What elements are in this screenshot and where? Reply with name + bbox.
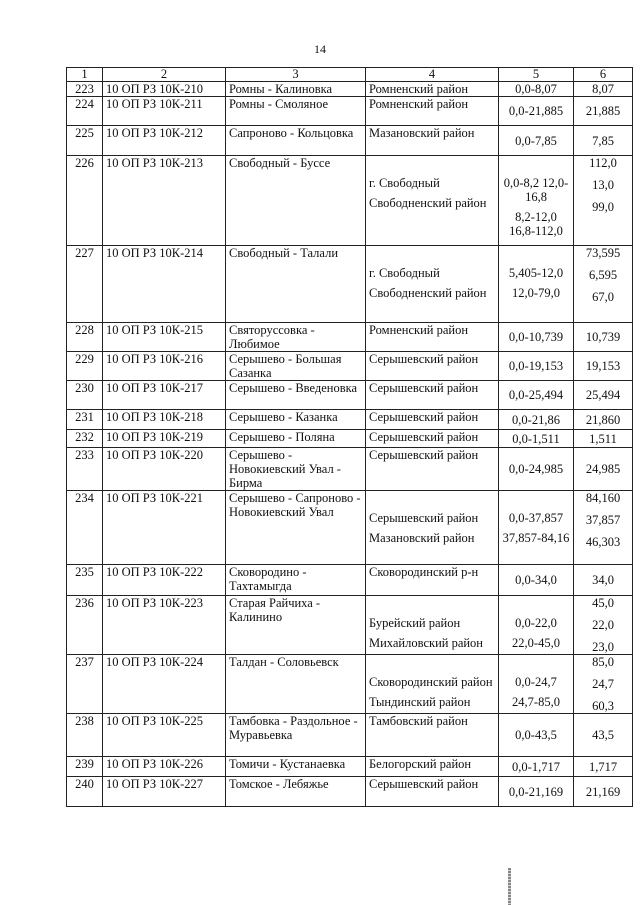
cell-text: Серышево - Сапроново - Новокиевский Увал [229, 491, 361, 519]
road-name [226, 246, 366, 323]
km-range [499, 430, 574, 448]
km-range [499, 655, 574, 714]
cell-text: 0,0-34,0 [515, 573, 557, 587]
cell-text: 10 ОП РЗ 10К-214 [106, 246, 204, 260]
district [366, 491, 499, 565]
cell-text: 0,0-43,5 [515, 728, 557, 742]
cell-text: Томичи - Кустанаевка [229, 757, 346, 771]
district [366, 323, 499, 352]
cell-text: Святоруссовка - Любимое [229, 323, 315, 351]
table-row [67, 352, 633, 381]
table-row [67, 777, 633, 807]
road-code [103, 565, 226, 596]
cell-text: 25,494 [585, 388, 621, 402]
length-km [574, 777, 633, 807]
cell-text: г. Свободный [369, 266, 440, 280]
row-number [67, 82, 103, 97]
row-number [67, 757, 103, 777]
district [366, 596, 499, 655]
cell-text: 0,0-22,0 [515, 616, 557, 630]
cell-text: Свободненский район [369, 286, 487, 300]
cell-text: 21,169 [585, 784, 621, 799]
cell-text: 21,885 [585, 104, 621, 118]
road-code [103, 448, 226, 491]
length-km [574, 430, 633, 448]
cell-text: 0,0-25,494 [508, 388, 564, 402]
cell-text: 0,0-24,7 [515, 675, 557, 689]
cell-text: Серышевский район [369, 777, 479, 791]
cell-text: Томское - Лебяжье [229, 777, 329, 791]
road-code [103, 352, 226, 381]
cell-text: Свободный - Буссе [229, 156, 331, 170]
road-name [226, 655, 366, 714]
road-name [226, 596, 366, 655]
cell-text: 0,0-8,2 12,0-16,8 [503, 176, 569, 204]
row-number [67, 352, 103, 381]
cell-text: 238 [75, 714, 94, 728]
table-row [67, 82, 633, 97]
cell-text: 0,0-21,86 [512, 412, 560, 427]
cell-text: Свободненский район [369, 196, 487, 210]
district [366, 410, 499, 430]
cell-text: Ромны - Смоляное [229, 97, 329, 111]
road-name [226, 82, 366, 97]
cell-text: 10 ОП РЗ 10К-219 [106, 430, 204, 444]
table-row [67, 714, 633, 757]
cell-text [369, 655, 495, 669]
cell-text: Старая Райчиха - Калинино [229, 596, 321, 624]
cell-text: 0,0-1,511 [512, 431, 560, 446]
district [366, 430, 499, 448]
road-name [226, 714, 366, 757]
cell-text [502, 246, 570, 260]
road-code [103, 491, 226, 565]
cell-text: 10 ОП РЗ 10К-222 [106, 565, 204, 579]
cell-text: 37,857 [585, 513, 621, 527]
scan-artifact [508, 868, 511, 905]
cell-text: Мазановский район [369, 531, 475, 545]
length-km [574, 352, 633, 381]
road-name [226, 565, 366, 596]
cell-text: 10 ОП РЗ 10К-217 [106, 381, 204, 395]
length-km [574, 448, 633, 491]
length-km [574, 323, 633, 352]
district [366, 97, 499, 126]
cell-text: Серышевский район [369, 352, 479, 366]
col-header: 4 [366, 68, 499, 82]
table-row [67, 757, 633, 777]
row-number [67, 410, 103, 430]
road-name [226, 381, 366, 410]
cell-text: Серышевский район [369, 448, 479, 462]
length-km [574, 246, 633, 323]
row-number [67, 246, 103, 323]
road-name [226, 491, 366, 565]
cell-text: 24,7 [592, 677, 614, 691]
km-range [499, 757, 574, 777]
cell-text: 73,595 [585, 246, 621, 260]
table-row [67, 97, 633, 126]
cell-text: 60,3 [592, 699, 614, 713]
cell-text: Серышевский район [369, 430, 479, 444]
cell-text: 10 ОП РЗ 10К-221 [106, 491, 204, 505]
cell-text: Серышево - Новокиевский Увал - Бирма [229, 448, 341, 490]
road-name [226, 352, 366, 381]
cell-text: Мазановский район [369, 126, 475, 140]
cell-text [369, 596, 495, 610]
cell-text: Сковородино - Тахтамыгда [229, 565, 307, 593]
cell-text: 7,85 [592, 133, 614, 148]
cell-text: 10,739 [585, 330, 621, 344]
km-range [499, 352, 574, 381]
cell-text: Серышевский район [369, 511, 479, 525]
length-km [574, 410, 633, 430]
table-row [67, 126, 633, 156]
cell-text: 10 ОП РЗ 10К-227 [106, 777, 204, 791]
cell-text [369, 491, 495, 505]
cell-text [502, 655, 570, 669]
cell-text: Сковородинский район [369, 675, 493, 689]
cell-text [502, 156, 570, 170]
cell-text: 10 ОП РЗ 10К-215 [106, 323, 204, 337]
cell-text: Серышево - Большая Сазанка [229, 352, 342, 380]
table-row [67, 156, 633, 246]
table-row [67, 596, 633, 655]
road-code [103, 655, 226, 714]
cell-text: 8,2-12,0 16,8-112,0 [509, 210, 563, 238]
km-range [499, 448, 574, 491]
cell-text: 24,7-85,0 [512, 695, 560, 709]
district [366, 246, 499, 323]
cell-text: 10 ОП РЗ 10К-223 [106, 596, 204, 610]
road-name [226, 777, 366, 807]
cell-text: 1,717 [588, 759, 618, 774]
col-header: 1 [67, 68, 103, 82]
cell-text: 236 [75, 596, 94, 610]
cell-text: 112,0 [589, 156, 617, 170]
cell-text: 226 [75, 156, 94, 170]
cell-text: Ромненский район [369, 82, 469, 96]
road-code [103, 97, 226, 126]
col-header: 5 [499, 68, 574, 82]
table-row [67, 565, 633, 596]
row-number [67, 126, 103, 156]
cell-text: 224 [75, 97, 94, 111]
cell-text: 10 ОП РЗ 10К-218 [106, 410, 204, 424]
cell-text: Тамбовский район [369, 714, 468, 728]
cell-text: 12,0-79,0 [512, 286, 560, 300]
km-range [499, 82, 574, 97]
cell-text: Михайловский район [369, 636, 483, 650]
cell-text: 43,5 [592, 728, 614, 742]
cell-text: Белогорский район [369, 757, 472, 771]
table-row [67, 323, 633, 352]
roads-table [66, 67, 633, 807]
row-number [67, 323, 103, 352]
cell-text: 10 ОП РЗ 10К-225 [106, 714, 204, 728]
cell-text: 0,0-21,169 [508, 784, 564, 799]
row-number [67, 97, 103, 126]
cell-text: 0,0-37,857 [508, 511, 564, 525]
cell-text: 233 [75, 448, 94, 462]
cell-text: 34,0 [592, 573, 614, 587]
length-km [574, 757, 633, 777]
table-row [67, 491, 633, 565]
cell-text: 237 [75, 655, 94, 669]
cell-text: 234 [75, 491, 94, 505]
km-range [499, 381, 574, 410]
length-km [574, 126, 633, 156]
length-km [574, 156, 633, 246]
district [366, 565, 499, 596]
road-code [103, 430, 226, 448]
km-range [499, 126, 574, 156]
cell-text: 0,0-8,07 [515, 82, 557, 96]
cell-text: Свободный - Талали [229, 246, 339, 260]
cell-text: 13,0 [592, 178, 614, 192]
district [366, 448, 499, 491]
cell-text: Талдан - Соловьевск [229, 655, 339, 669]
row-number [67, 430, 103, 448]
cell-text: Серышево - Казанка [229, 410, 338, 424]
road-code [103, 323, 226, 352]
row-number [67, 777, 103, 807]
length-km [574, 714, 633, 757]
cell-text: г. Свободный [369, 176, 440, 190]
cell-text [502, 491, 570, 505]
km-range [499, 323, 574, 352]
cell-text: 230 [75, 381, 94, 395]
road-code [103, 777, 226, 807]
road-code [103, 246, 226, 323]
cell-text: 0,0-1,717 [512, 759, 560, 774]
length-km [574, 82, 633, 97]
cell-text: 19,153 [585, 359, 621, 373]
km-range [499, 714, 574, 757]
row-number [67, 565, 103, 596]
length-km [574, 491, 633, 565]
km-range [499, 246, 574, 323]
row-number [67, 655, 103, 714]
row-number [67, 448, 103, 491]
cell-text: 46,303 [585, 535, 621, 549]
cell-text [502, 596, 570, 610]
cell-text: 5,405-12,0 [508, 266, 564, 280]
cell-text: 37,857-84,16 [502, 531, 570, 545]
cell-text: 10 ОП РЗ 10К-220 [106, 448, 204, 462]
district [366, 655, 499, 714]
cell-text: Ромны - Калиновка [229, 82, 333, 96]
cell-text: 22,0 [592, 618, 614, 632]
table-row [67, 410, 633, 430]
district [366, 156, 499, 246]
header-row [67, 68, 633, 82]
cell-text: 239 [75, 757, 94, 771]
table-row [67, 381, 633, 410]
cell-text: Серышевский район [369, 381, 479, 395]
cell-text: 0,0-7,85 [515, 133, 557, 148]
row-number [67, 596, 103, 655]
cell-text: 240 [75, 777, 94, 791]
length-km [574, 381, 633, 410]
cell-text: Тамбовка - Раздольное - Муравьевка [229, 714, 358, 742]
table-row [67, 430, 633, 448]
road-code [103, 757, 226, 777]
cell-text: Серышевский район [369, 410, 479, 424]
road-name [226, 156, 366, 246]
road-name [226, 430, 366, 448]
road-code [103, 126, 226, 156]
cell-text: Тындинский район [369, 695, 471, 709]
district [366, 381, 499, 410]
road-code [103, 156, 226, 246]
cell-text: 24,985 [585, 462, 621, 476]
cell-text: 84,160 [585, 491, 621, 505]
cell-text: 1,511 [589, 431, 617, 446]
cell-text: 67,0 [592, 290, 614, 304]
cell-text: 6,595 [588, 268, 618, 282]
district [366, 777, 499, 807]
cell-text: 229 [75, 352, 94, 366]
district [366, 126, 499, 156]
length-km [574, 565, 633, 596]
cell-text: 10 ОП РЗ 10К-216 [106, 352, 204, 366]
cell-text: 235 [75, 565, 94, 579]
cell-text: 225 [75, 126, 94, 140]
cell-text: 0,0-24,985 [508, 462, 564, 476]
row-number [67, 491, 103, 565]
road-name [226, 97, 366, 126]
cell-text: 23,0 [592, 640, 614, 654]
length-km [574, 97, 633, 126]
km-range [499, 565, 574, 596]
cell-text: 22,0-45,0 [512, 636, 560, 650]
cell-text: 227 [75, 246, 94, 260]
row-number [67, 381, 103, 410]
cell-text: 10 ОП РЗ 10К-212 [106, 126, 204, 140]
cell-text: Серышево - Поляна [229, 430, 335, 444]
cell-text: 223 [75, 82, 94, 96]
road-name [226, 448, 366, 491]
road-name [226, 410, 366, 430]
road-code [103, 596, 226, 655]
table-row [67, 246, 633, 323]
col-header: 3 [226, 68, 366, 82]
page-number: 14 [314, 42, 326, 56]
cell-text: 10 ОП РЗ 10К-226 [106, 757, 204, 771]
cell-text: 0,0-19,153 [508, 359, 564, 373]
cell-text: Сапроново - Кольцовка [229, 126, 354, 140]
row-number [67, 714, 103, 757]
length-km [574, 596, 633, 655]
road-name [226, 323, 366, 352]
district [366, 352, 499, 381]
cell-text: 231 [75, 410, 94, 424]
road-name [226, 757, 366, 777]
table-row [67, 448, 633, 491]
km-range [499, 596, 574, 655]
cell-text: 85,0 [592, 655, 614, 669]
cell-text: Бурейский район [369, 616, 461, 630]
district [366, 757, 499, 777]
cell-text: Ромненский район [369, 97, 469, 111]
cell-text: 21,860 [585, 412, 621, 427]
cell-text: 99,0 [592, 200, 614, 214]
km-range [499, 491, 574, 565]
km-range [499, 777, 574, 807]
cell-text: 0,0-21,885 [508, 104, 564, 118]
cell-text [369, 156, 495, 170]
length-km [574, 655, 633, 714]
cell-text: Серышево - Введеновка [229, 381, 358, 395]
cell-text: 232 [75, 430, 94, 444]
col-header: 6 [574, 68, 633, 82]
cell-text: 10 ОП РЗ 10К-213 [106, 156, 204, 170]
road-code [103, 82, 226, 97]
cell-text: 8,07 [592, 82, 614, 96]
road-code [103, 410, 226, 430]
row-number [67, 156, 103, 246]
cell-text: 228 [75, 323, 94, 337]
cell-text: 10 ОП РЗ 10К-210 [106, 82, 204, 96]
table-row [67, 655, 633, 714]
cell-text: 10 ОП РЗ 10К-211 [106, 97, 203, 111]
road-name [226, 126, 366, 156]
cell-text: 0,0-10,739 [508, 330, 564, 344]
district [366, 714, 499, 757]
road-code [103, 381, 226, 410]
km-range [499, 156, 574, 246]
cell-text: 45,0 [592, 596, 614, 610]
cell-text: Ромненский район [369, 323, 469, 337]
cell-text [369, 246, 495, 260]
cell-text: Сковородинский р-н [369, 565, 479, 579]
km-range [499, 410, 574, 430]
road-code [103, 714, 226, 757]
district [366, 82, 499, 97]
km-range [499, 97, 574, 126]
col-header: 2 [103, 68, 226, 82]
cell-text: 10 ОП РЗ 10К-224 [106, 655, 204, 669]
